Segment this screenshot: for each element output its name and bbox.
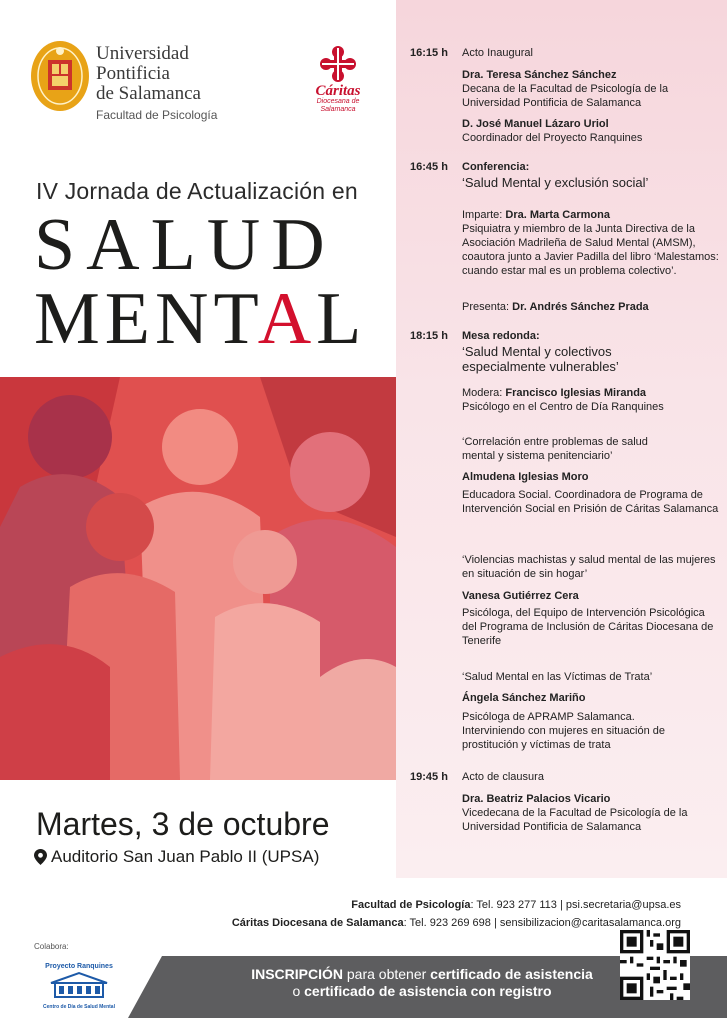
registration-text[interactable] bbox=[230, 966, 614, 1000]
upsa-name bbox=[96, 44, 201, 104]
contact-2-details: : Tel. 923 269 698 | sensibilizacion@caritasalamanca.org bbox=[403, 917, 681, 929]
session-1-title: Acto Inaugural bbox=[462, 47, 533, 59]
ranquines-logo bbox=[34, 962, 124, 1018]
talk-3-role: Psicóloga de APRAMP Salamanca. Interviniendo con mujeres en situación de prostitución y víctimas de trata bbox=[462, 711, 666, 751]
colabora-label: Colabora: bbox=[34, 942, 69, 951]
caritas-logo bbox=[300, 44, 376, 120]
talk-3-speaker: Ángela Sánchez Mariño bbox=[462, 692, 586, 704]
caritas-name: Cáritas bbox=[315, 83, 361, 99]
contact-1-org: Facultad de Psicología bbox=[351, 899, 471, 911]
ranquines-building-icon bbox=[49, 971, 109, 999]
time-1645: 16:45 h bbox=[410, 161, 448, 173]
title-mental-red-a: A bbox=[257, 278, 317, 360]
ranquines-title: Proyecto Ranquines bbox=[45, 963, 113, 970]
upsa-faculty: Facultad de Psicología bbox=[96, 108, 218, 122]
session-1-speaker-2: D. José Manuel Lázaro Uriol bbox=[462, 118, 609, 130]
session-1-speaker-1: Dra. Teresa Sánchez Sánchez bbox=[462, 69, 617, 81]
title-salud: SALUD bbox=[34, 204, 336, 286]
inscripcion-or: o bbox=[292, 983, 305, 999]
imparte-label: Imparte: bbox=[462, 209, 506, 221]
talk-1-speaker: Almudena Iglesias Moro bbox=[462, 471, 589, 483]
talk-1-title: ‘Correlación entre problemas de salud mental y sistema penitenciario’ bbox=[462, 436, 648, 462]
time-1615: 16:15 h bbox=[410, 47, 448, 59]
inscripcion-label: INSCRIPCIÓN bbox=[251, 966, 343, 982]
inscripcion-cert-registro: certificado de asistencia con registro bbox=[304, 983, 552, 999]
title-mental-part1: MENT bbox=[34, 278, 258, 360]
session-2-presenta bbox=[462, 300, 720, 314]
session-3-label: Mesa redonda: bbox=[462, 330, 540, 342]
session-2-label: Conferencia: bbox=[462, 161, 530, 173]
modera-role: Psicólogo en el Centro de Día Ranquines bbox=[462, 401, 664, 413]
talk-2-title: ‘Violencias machistas y salud mental de las mujeres en situación de sin hogar’ bbox=[462, 554, 716, 580]
registration-line-1 bbox=[230, 966, 614, 983]
caritas-sub1: Diocesana de bbox=[316, 98, 360, 105]
event-subtitle: IV Jornada de Actualización en bbox=[36, 178, 358, 204]
venue-text: Auditorio San Juan Pablo II (UPSA) bbox=[51, 847, 320, 866]
session-4-speaker: Dra. Beatriz Palacios Vicario bbox=[462, 793, 611, 805]
presenta-label: Presenta: bbox=[462, 301, 513, 313]
registration-line-2 bbox=[230, 983, 614, 1000]
contact-2-org: Cáritas Diocesana de Salamanca bbox=[231, 917, 404, 929]
title-mental-part3: L bbox=[316, 278, 367, 360]
title-mental bbox=[34, 278, 367, 360]
session-2-title: ‘Salud Mental y exclusión social’ bbox=[462, 175, 649, 190]
session-4-title: Acto de clausura bbox=[462, 771, 544, 783]
upsa-logo bbox=[30, 38, 240, 128]
event-venue bbox=[34, 847, 319, 867]
contact-line-1 bbox=[232, 896, 681, 914]
session-1-speaker-2-role: Coordinador del Proyecto Ranquines bbox=[462, 132, 643, 144]
imparte-name: Dra. Marta Carmona bbox=[505, 209, 610, 221]
upsa-line2: Pontificia bbox=[96, 63, 170, 84]
ranquines-subtitle: Centro de Día de Salud Mental bbox=[43, 1004, 115, 1010]
upsa-line1: Universidad bbox=[96, 43, 189, 64]
qr-code-icon[interactable] bbox=[620, 930, 690, 1000]
talk-2-speaker: Vanesa Gutiérrez Cera bbox=[462, 590, 579, 602]
modera-label: Modera: bbox=[462, 387, 506, 399]
session-3-title: ‘Salud Mental y colectivos especialmente vulnerables’ bbox=[462, 344, 619, 374]
contact-1-details: : Tel. 923 277 113 | psi.secretaria@upsa.es bbox=[470, 899, 681, 911]
session-3-modera bbox=[462, 386, 720, 400]
crowd-illustration bbox=[0, 377, 396, 780]
event-date: Martes, 3 de octubre bbox=[36, 806, 330, 842]
time-1815: 18:15 h bbox=[410, 330, 448, 342]
talk-3-title: ‘Salud Mental en las Víctimas de Trata’ bbox=[462, 671, 653, 683]
upsa-seal-icon bbox=[30, 40, 90, 112]
session-1-speaker-1-role: Decana de la Facultad de Psicología de la Universidad Pontificia de Salamanca bbox=[462, 83, 669, 109]
inscripcion-mid: para obtener bbox=[342, 966, 431, 982]
upsa-line3: de Salamanca bbox=[96, 83, 201, 104]
caritas-sub2: Salamanca bbox=[320, 106, 356, 113]
time-1945: 19:45 h bbox=[410, 771, 448, 783]
inscripcion-cert: certificado de asistencia bbox=[430, 966, 593, 982]
session-2-imparte bbox=[462, 208, 720, 222]
imparte-bio: Psiquiatra y miembro de la Junta Directiva de la Asociación Madrileña de Salud Mental (AMSM), coautora junto a Javier Padilla del libro ‘Malestamos: cuando estar mal es un problema colectivo’. bbox=[462, 223, 719, 277]
talk-2-role: Psicóloga, del Equipo de Intervención Psicológica del Programa de Inclusión de Cáritas Diocesana de Tenerife bbox=[462, 607, 714, 647]
contact-line-2 bbox=[232, 914, 681, 932]
modera-name: Francisco Iglesias Miranda bbox=[505, 387, 647, 399]
talk-1-role: Educadora Social. Coordinadora de Programa de Intervención Social en Prisión de Cáritas Salamanca bbox=[462, 489, 719, 515]
location-pin-icon bbox=[34, 849, 47, 865]
contact-info bbox=[232, 896, 681, 932]
presenta-name: Dr. Andrés Sánchez Prada bbox=[512, 301, 649, 313]
session-4-speaker-role: Vicedecana de la Facultad de Psicología de la Universidad Pontificia de Salamanca bbox=[462, 807, 688, 833]
caritas-cross-icon bbox=[318, 44, 358, 84]
